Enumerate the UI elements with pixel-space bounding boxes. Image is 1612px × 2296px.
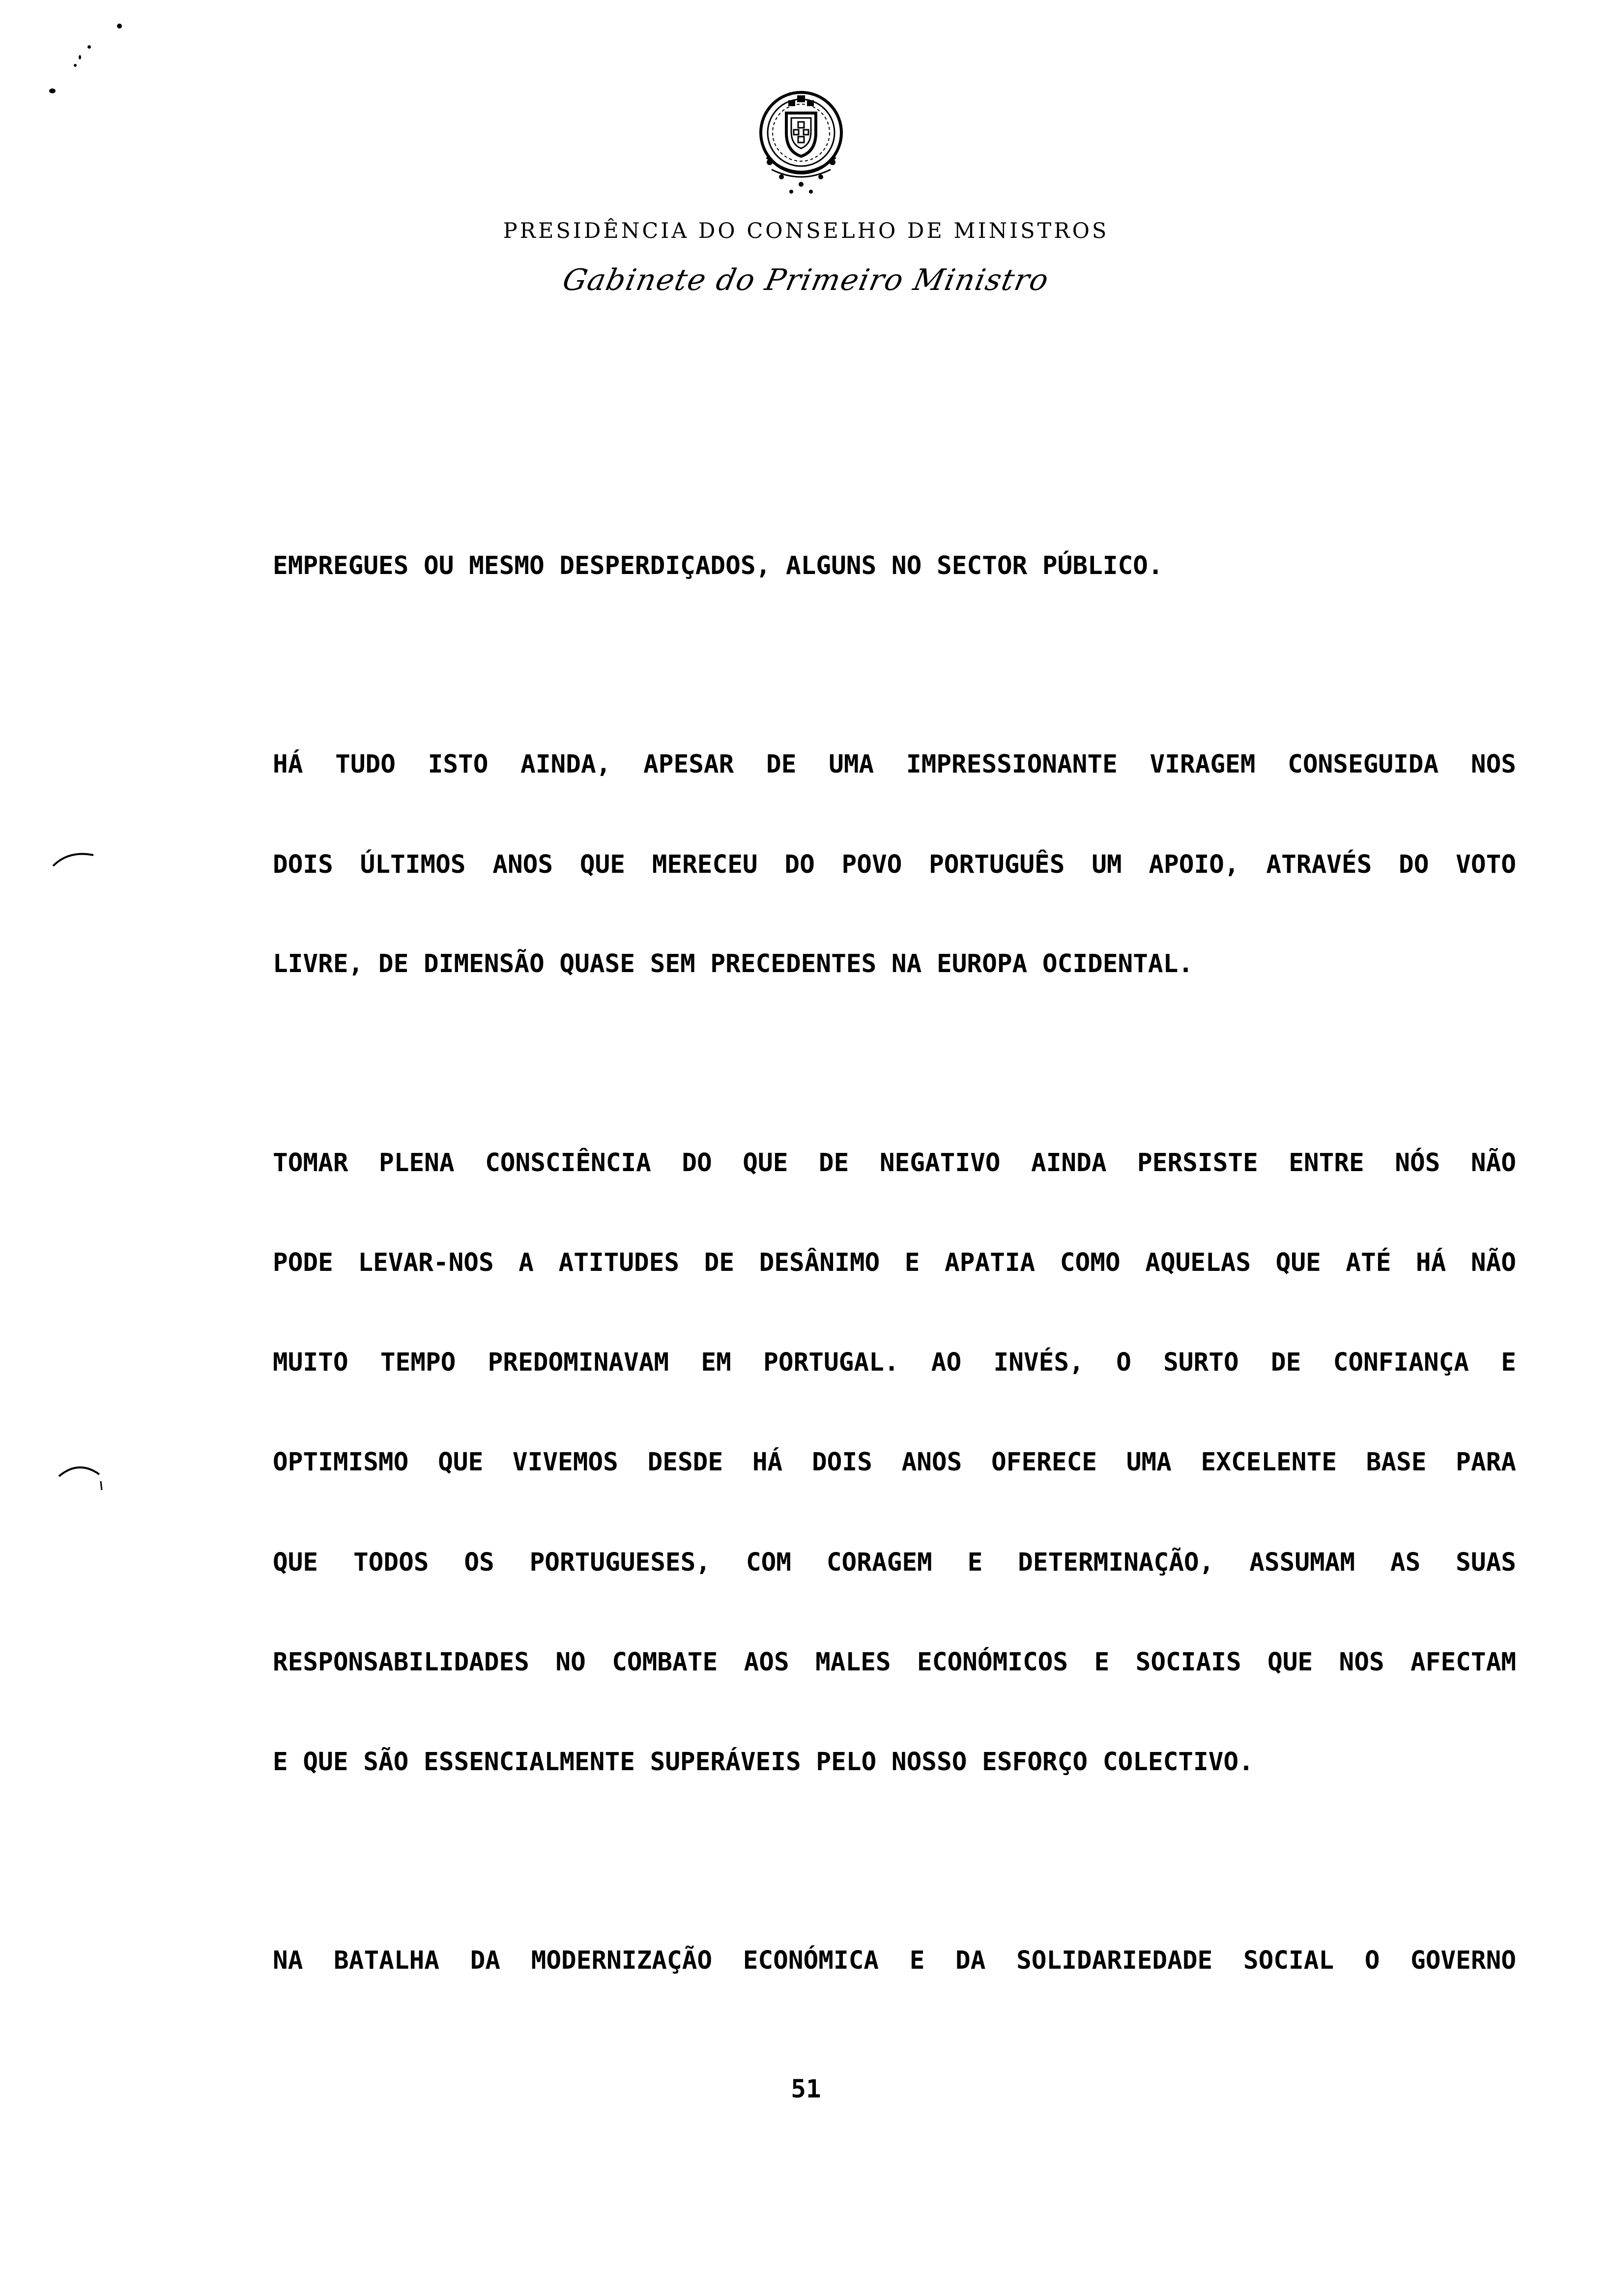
scan-speck: [79, 55, 81, 59]
punch-hole-mark: [49, 835, 98, 875]
text-line: NA BATALHA DA MODERNIZAÇÃO ECONÓMICA E DA SOLIDARIEDADE SOCIAL O GOVERNO: [273, 1946, 1516, 1975]
text-line: E QUE SÃO ESSENCIALMENTE SUPERÁVEIS PELO NOSSO ESFORÇO COLECTIVO.: [273, 1748, 1254, 1777]
text-line: LIVRE, DE DIMENSÃO QUASE SEM PRECEDENTES NA EUROPA OCIDENTAL.: [273, 949, 1193, 978]
page-number: 51: [791, 2075, 821, 2104]
scan-speck: [49, 88, 56, 93]
punch-hole-mark: [54, 1455, 108, 1499]
text-line: RESPONSABILIDADES NO COMBATE AOS MALES ECONÓMICOS E SOCIAIS QUE NOS AFECTAM: [273, 1648, 1516, 1677]
text-line: QUE TODOS OS PORTUGUESES, COM CORAGEM E DETERMINAÇÃO, ASSUMAM AS SUAS: [273, 1548, 1516, 1577]
coat-of-arms-emblem: [737, 84, 865, 206]
office-handwritten-line: Gabinete do Primeiro Ministro: [559, 263, 1053, 297]
text-line: HÁ TUDO ISTO AINDA, APESAR DE UMA IMPRESSIONANTE VIRAGEM CONSEGUIDA NOS: [273, 750, 1516, 779]
text-line: EMPREGUES OU MESMO DESPERDIÇADOS, ALGUNS NO SECTOR PÚBLICO.: [273, 551, 1163, 580]
text-line: MUITO TEMPO PREDOMINAVAM EM PORTUGAL. AO INVÉS, O SURTO DE CONFIANÇA E: [273, 1348, 1516, 1377]
text-line: TOMAR PLENA CONSCIÊNCIA DO QUE DE NEGATIVO AINDA PERSISTE ENTRE NÓS NÃO: [273, 1148, 1516, 1177]
scan-speck: [117, 24, 122, 29]
scan-speck: [74, 64, 77, 67]
text-line: OPTIMISMO QUE VIVEMOS DESDE HÁ DOIS ANOS OFERECE UMA EXCELENTE BASE PARA: [273, 1448, 1516, 1477]
scan-speck: [87, 45, 91, 49]
text-line: DOIS ÚLTIMOS ANOS QUE MERECEU DO POVO PORTUGUÊS UM APOIO, ATRAVÉS DO VOTO: [273, 850, 1516, 879]
institution-heading: PRESIDÊNCIA DO CONSELHO DE MINISTROS: [503, 219, 1109, 243]
text-line: PODE LEVAR-NOS A ATITUDES DE DESÂNIMO E APATIA COMO AQUELAS QUE ATÉ HÁ NÃO: [273, 1248, 1516, 1277]
